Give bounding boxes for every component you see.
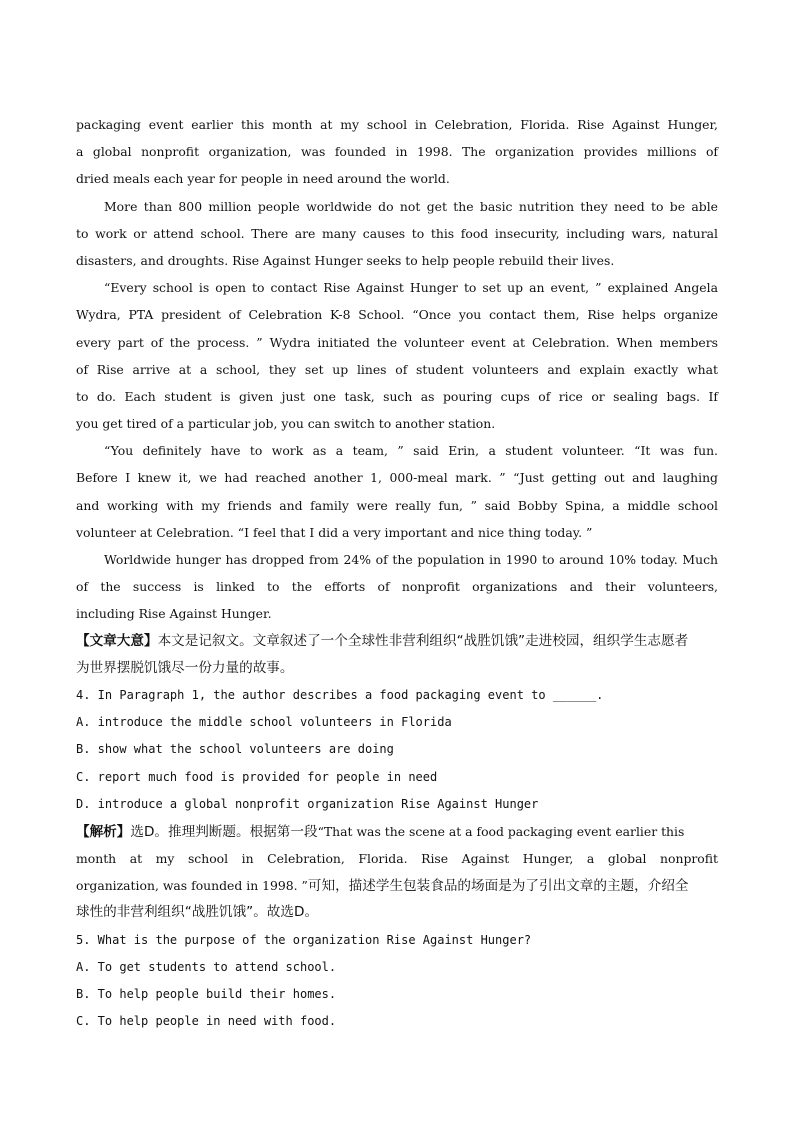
answer-option: A. introduce the middle school volunteers in Florida xyxy=(76,715,452,730)
summary-text: 本文是记叙文。文章叙述了一个全球性非营利组织“战胜饥饿”走进校园，组织学生志愿者 xyxy=(157,632,689,649)
summary-label: 【文章大意】 xyxy=(76,632,158,649)
analysis-text: 可知，描述学生包装食品的场面是为了引出文章的主题，介绍全 xyxy=(307,878,689,895)
paragraph-line: to work or attend school. There are many causes to this food insecurity, including wars, natural xyxy=(76,225,718,241)
question-stem: 4. In Paragraph 1, the author describes a food packaging event to ______. xyxy=(76,687,604,702)
paragraph-line: Worldwide hunger has dropped from 24% of the population in 1990 to around 10% today. Much xyxy=(104,552,718,567)
paragraph-line: of Rise arrive at a school, they set up lines of student volunteers and explain exactly what xyxy=(76,361,718,377)
answer-option: C. To help people in need with food. xyxy=(76,1014,337,1029)
paragraph-line: dried meals each year for people in need around the world. xyxy=(76,171,450,187)
paragraph-line: “Every school is open to contact Rise Against Hunger to set up an event, ” explained Angela xyxy=(104,280,718,296)
paragraph-line: Wydra, PTA president of Celebration K-8 School. “Once you contact them, Rise helps organize xyxy=(76,307,718,323)
analysis-text: 选D。推理判断题。根据第一段 xyxy=(130,823,318,840)
paragraph-line: Before I knew it, we had reached another 1, 000-meal mark. ” “Just getting out and laughing xyxy=(76,470,718,486)
paragraph-line: every part of the process. ” Wydra initiated the volunteer event at Celebration. When members xyxy=(76,334,718,350)
analysis-line: month at my school in Celebration, Florida. Rise Against Hunger, a global nonprofit xyxy=(76,851,718,867)
analysis-line xyxy=(76,872,718,899)
answer-option: B. To help people build their homes. xyxy=(76,987,337,1001)
analysis-label: 【解析】 xyxy=(76,823,131,840)
paragraph-line: you get tired of a particular job, you can switch to another station. xyxy=(76,416,496,432)
analysis-line: 球性的非营利组织“战胜饥饿”。故选D。 xyxy=(76,904,319,921)
answer-option: C. report much food is provided for people in need xyxy=(76,769,438,784)
analysis-quote: “That was the scene at a food packaging event earlier this xyxy=(317,823,685,839)
paragraph-line: and working with my friends and family were really fun, ” said Bobby Spina, a middle school xyxy=(76,497,718,513)
paragraph-line: a global nonprofit organization, was founded in 1998. The organization provides millions of xyxy=(76,144,718,160)
paragraph-line: disasters, and droughts. Rise Against Hunger seeks to help people rebuild their lives. xyxy=(76,252,615,268)
answer-option: B. show what the school volunteers are doing xyxy=(76,742,394,757)
summary-line: 为世界摆脱饥饿尽一份力量的故事。 xyxy=(76,659,294,676)
summary-line xyxy=(76,628,718,655)
paragraph-line: of the success is linked to the efforts of nonprofit organizations and their volunteers, xyxy=(76,579,718,595)
paragraph-line: “You definitely have to work as a team, ” said Erin, a student volunteer. “It was fun. xyxy=(104,443,718,459)
answer-option: A. To get students to attend school. xyxy=(76,959,337,974)
question-stem: 5. What is the purpose of the organization Rise Against Hunger? xyxy=(76,932,532,947)
analysis-line xyxy=(76,818,718,845)
paragraph-line: packaging event earlier this month at my school in Celebration, Florida. Rise Against Hunger, xyxy=(76,117,718,132)
analysis-quote: organization, was founded in 1998. ” xyxy=(76,878,308,894)
answer-option: D. introduce a global nonprofit organization Rise Against Hunger xyxy=(76,796,539,811)
paragraph-line: volunteer at Celebration. “I feel that I did a very important and nice thing today. ” xyxy=(76,524,593,540)
paragraph-line: More than 800 million people worldwide do not get the basic nutrition they need to be able xyxy=(104,198,718,214)
document-page xyxy=(76,111,718,1035)
paragraph-line: including Rise Against Hunger. xyxy=(76,606,272,622)
paragraph-line: to do. Each student is given just one task, such as pouring cups of rice or sealing bags. If xyxy=(76,388,718,404)
